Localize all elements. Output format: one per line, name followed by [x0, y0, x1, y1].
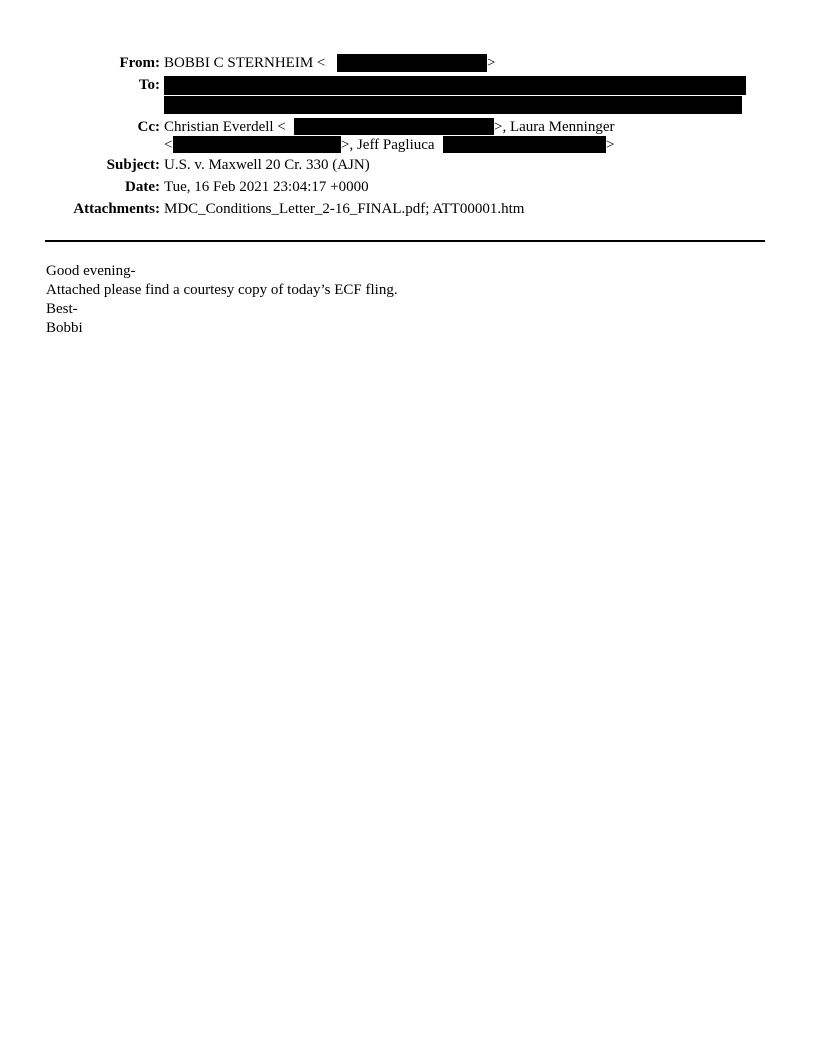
email-body [46, 262, 766, 338]
to-label: To: [138, 77, 160, 93]
attachments-row [0, 198, 816, 220]
cc-name-laura: >, Laura Menninger [494, 119, 615, 135]
cc-open-bracket: < [164, 137, 173, 153]
cc-name-christian: Christian Everdell < [164, 119, 286, 135]
body-line-signature: Bobbi [46, 320, 83, 336]
from-label: From: [119, 55, 160, 71]
subject-row [0, 154, 816, 176]
attachments-label: Attachments: [73, 201, 160, 217]
from-name: BOBBI C STERNHEIM < [164, 55, 326, 71]
header-divider [45, 240, 765, 242]
date-label: Date: [125, 179, 160, 195]
from-email-close: > [487, 55, 496, 71]
cc-email-redaction-3 [443, 136, 606, 153]
attachments-value[interactable]: MDC_Conditions_Letter_2-16_FINAL.pdf; ATT00001.htm [164, 201, 525, 217]
body-line-message: Attached please find a courtesy copy of today’s ECF fling. [46, 282, 398, 298]
cc-email-redaction-2 [173, 136, 341, 153]
subject-label: Subject: [106, 157, 160, 173]
date-row [0, 176, 816, 198]
cc-email-redaction-1 [294, 118, 494, 135]
date-value: Tue, 16 Feb 2021 23:04:17 +0000 [164, 179, 369, 195]
body-line-greeting: Good evening- [46, 263, 136, 279]
to-redaction-line-2 [164, 96, 742, 114]
email-header [0, 52, 816, 220]
from-row [0, 52, 816, 74]
to-row [0, 74, 816, 118]
cc-name-jeff: >, Jeff Pagliuca [341, 137, 435, 153]
subject-value: U.S. v. Maxwell 20 Cr. 330 (AJN) [164, 157, 370, 173]
cc-close-bracket: > [606, 137, 615, 153]
cc-label: Cc: [137, 119, 160, 135]
to-redaction-line-1 [164, 76, 746, 95]
body-line-signoff: Best- [46, 301, 78, 317]
from-email-redaction [337, 54, 487, 72]
